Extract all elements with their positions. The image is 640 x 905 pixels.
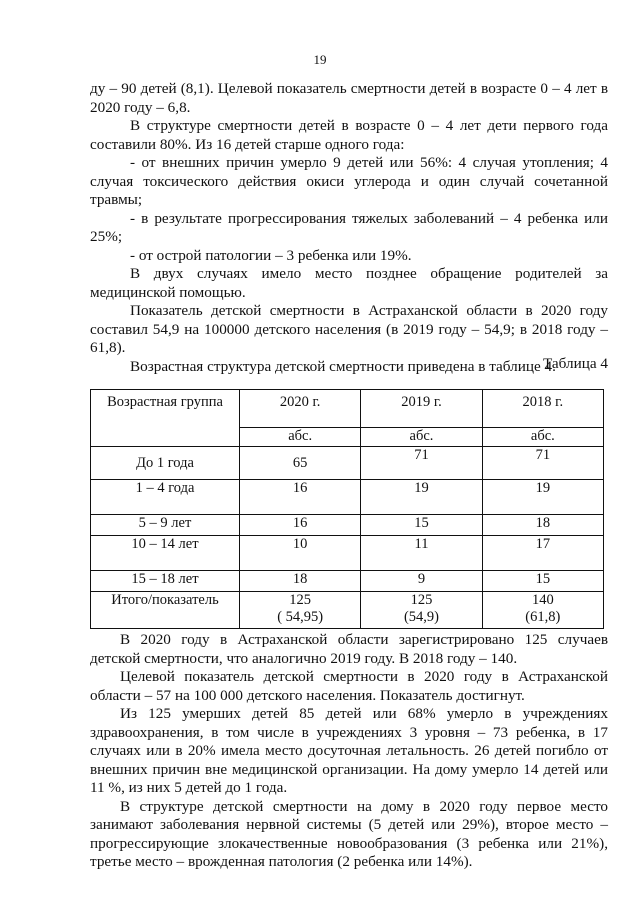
table-row xyxy=(91,536,604,571)
total-cell xyxy=(482,592,603,629)
cell-value: 17 xyxy=(482,536,603,571)
table-row xyxy=(91,515,604,536)
total-rate: (61,8) xyxy=(525,609,561,625)
total-value: 125 xyxy=(289,592,312,608)
header-year: 2019 г. xyxy=(361,390,482,428)
paragraph: - от острой патологии – 3 ребенка или 19%. xyxy=(130,246,412,264)
cell-value: 18 xyxy=(240,571,361,592)
header-age-group: Возрастная группа xyxy=(91,390,240,447)
text-block-lower xyxy=(90,631,608,872)
paragraph: В структуре смертности детей в возрасте 0 – 4 лет дети первого года составили 80%. Из 16 детей старше одного года: xyxy=(90,117,608,153)
paragraph: Из 125 умерших детей 85 детей или 68% умерло в учреждениях здравоохранения, в том числе в учреждениях 3 уровня – 73 ребенка, в 17 случаях или в 20% имела место досуточная летальность. 26 детей погибло от внешних причин вне медицинской организации. На дому умерло 14 детей или 11 %, из них 5 детей до 1 года. xyxy=(90,705,608,796)
paragraph: Возрастная структура детской смертности приведена в таблице 4. xyxy=(130,357,556,375)
total-value: 140 xyxy=(531,592,554,608)
cell-value: 18 xyxy=(482,515,603,536)
paragraph: ду – 90 детей (8,1). Целевой показатель смертности детей в возрасте 0 – 4 лет в 2020 году – 6,8. xyxy=(90,80,608,116)
page-number: 19 xyxy=(313,52,327,67)
cell-value: 65 xyxy=(240,447,361,480)
paragraph: Показатель детской смертности в Астраханской области в 2020 году составил 54,9 на 100000 детского населения (в 2019 году – 54,9; в 2018 году – 61,8). xyxy=(90,302,608,356)
cell-value: 16 xyxy=(240,515,361,536)
cell-value: 71 xyxy=(482,447,603,480)
total-cell xyxy=(240,592,361,629)
cell-value: 9 xyxy=(361,571,482,592)
row-label: До 1 года xyxy=(91,447,240,480)
cell-value: 19 xyxy=(482,480,603,515)
header-year: 2020 г. xyxy=(240,390,361,428)
row-label: 5 – 9 лет xyxy=(91,515,240,536)
cell-value: 11 xyxy=(361,536,482,571)
cell-value: 15 xyxy=(361,515,482,536)
paragraph: В 2020 году в Астраханской области зарегистрировано 125 случаев детской смертности, что аналогично 2019 году. В 2018 году – 140. xyxy=(90,631,608,667)
table-row xyxy=(91,447,604,480)
subheader-abs: абс. xyxy=(361,428,482,447)
table-total-row xyxy=(91,592,604,629)
cell-value: 19 xyxy=(361,480,482,515)
header-year: 2018 г. xyxy=(482,390,603,428)
table-caption: Таблица 4 xyxy=(543,355,608,372)
mortality-table xyxy=(90,389,604,629)
cell-value: 15 xyxy=(482,571,603,592)
row-label: 15 – 18 лет xyxy=(91,571,240,592)
paragraph: В двух случаях имело место позднее обращение родителей за медицинской помощью. xyxy=(90,265,608,301)
row-label: 10 – 14 лет xyxy=(91,536,240,571)
subheader-abs: абс. xyxy=(482,428,603,447)
total-label: Итого/показатель xyxy=(91,592,240,629)
paragraph: - от внешних причин умерло 9 детей или 56%: 4 случая утопления; 4 случая токсического действия окиси углерода и один случай сочетанной травмы; xyxy=(90,154,608,208)
table-row xyxy=(91,480,604,515)
cell-value: 10 xyxy=(240,536,361,571)
total-rate: ( 54,95) xyxy=(277,609,324,625)
paragraph: В структуре детской смертности на дому в 2020 году первое место занимают заболевания нервной системы (5 детей или 29%), второе место – прогрессирующие злокачественные новообразования (3 ребенка или 21%), третье место – врожденная патология (2 ребенка или 14%). xyxy=(90,797,608,870)
row-label: 1 – 4 года xyxy=(91,480,240,515)
cell-value: 71 xyxy=(361,447,482,480)
total-value: 125 xyxy=(410,592,433,608)
text-block-upper xyxy=(90,80,608,376)
total-rate: (54,9) xyxy=(403,609,440,625)
paragraph: - в результате прогрессирования тяжелых заболеваний – 4 ребенка или 25%; xyxy=(90,209,608,245)
subheader-abs: абс. xyxy=(240,428,361,447)
table-row xyxy=(91,571,604,592)
cell-value: 16 xyxy=(240,480,361,515)
table-header-row xyxy=(91,390,604,428)
paragraph: Целевой показатель детской смертности в 2020 году в Астраханской области – 57 на 100 000 детского населения. Показатель достигнут. xyxy=(90,668,608,704)
total-cell xyxy=(361,592,482,629)
